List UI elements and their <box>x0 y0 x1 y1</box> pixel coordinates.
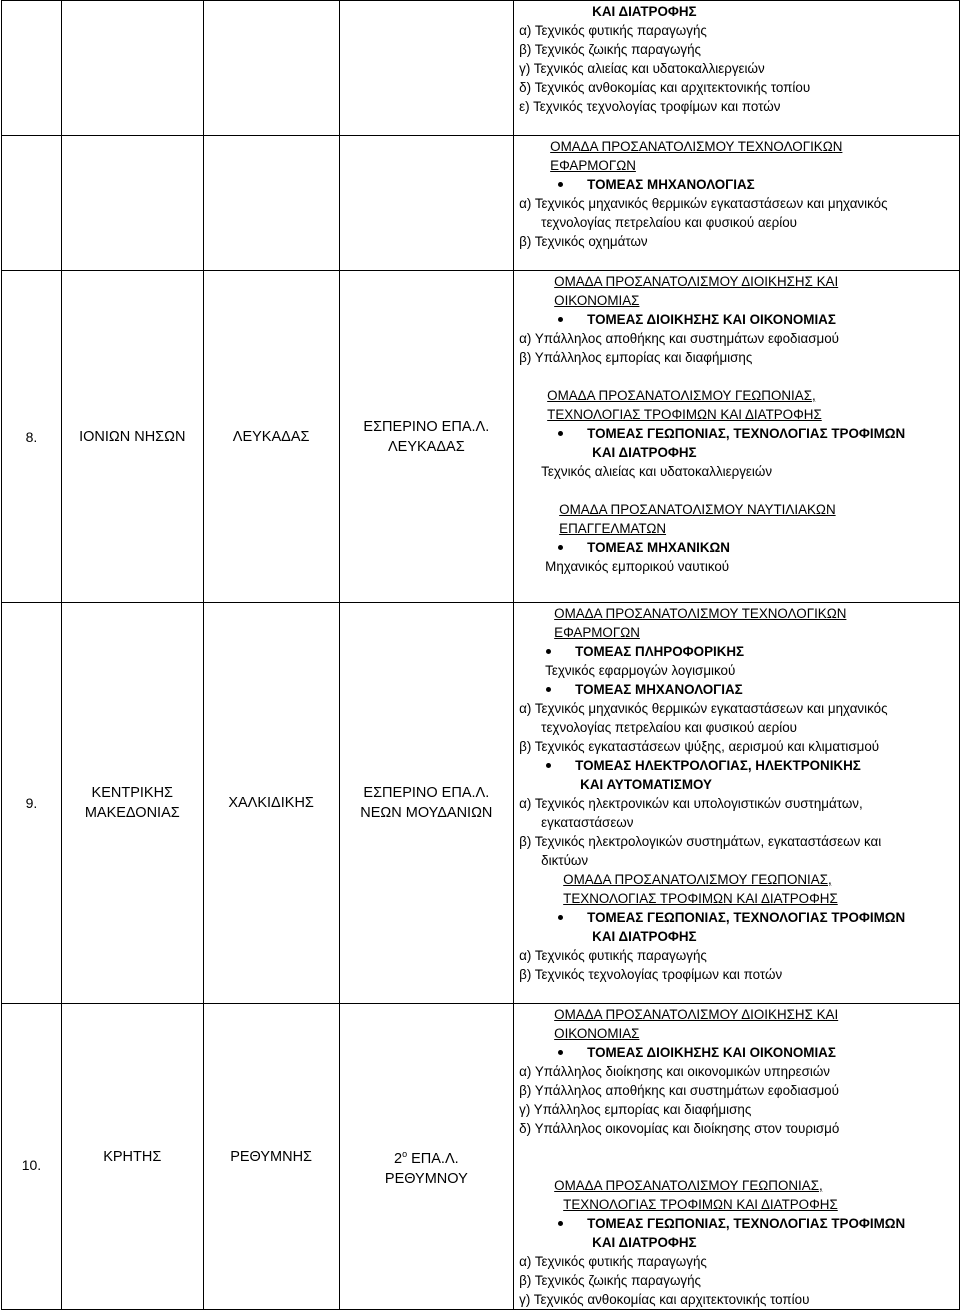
school-town: ΝΕΩΝ ΜΟΥΔΑΝΙΩΝ <box>360 805 493 821</box>
region-cell: ΚΡΗΤΗΣ <box>61 1004 203 1310</box>
line-text: β) Υπάλληλος αποθήκης και συστημάτων εφοδιασμού <box>519 1083 839 1098</box>
specialty-line <box>514 946 959 965</box>
school-name: ΕΣΠΕΡΙΝΟ ΕΠΑ.Λ. <box>363 785 490 801</box>
line-text: ΤΕΧΝΟΛΟΓΙΑΣ ΤΡΟΦΙΜΩΝ ΚΑΙ ΔΙΑΤΡΟΦΗΣ <box>563 891 838 906</box>
line-text: τεχνολογίας πετρελαίου και φυσικού αερίου <box>541 720 797 735</box>
line-text: γ) Υπάλληλος εμπορίας και διαφήμισης <box>519 1102 752 1117</box>
line-text: β) Τεχνικός οχημάτων <box>519 234 648 249</box>
group-heading <box>514 604 959 623</box>
group-heading <box>514 519 959 538</box>
line-text: ΤΕΧΝΟΛΟΓΙΑΣ ΤΡΟΦΙΜΩΝ ΚΑΙ ΔΙΑΤΡΟΦΗΣ <box>547 407 822 422</box>
group-heading <box>514 889 959 908</box>
line-text: ΤΟΜΕΑΣ ΓΕΩΠΟΝΙΑΣ, ΤΕΧΝΟΛΟΓΙΑΣ ΤΡΟΦΙΜΩΝ <box>587 1216 906 1231</box>
line-text: β) Υπάλληλος εμπορίας και διαφήμισης <box>519 350 753 365</box>
specialty-line <box>514 21 959 40</box>
bullet-icon <box>546 763 551 768</box>
specialty-line <box>514 251 959 270</box>
line-text: ΟΜΑΔΑ ΠΡΟΣΑΝΑΤΟΛΙΣΜΟΥ ΓΕΩΠΟΝΙΑΣ, <box>554 1178 823 1193</box>
line-text: ΟΙΚΟΝΟΜΙΑΣ <box>554 1026 640 1041</box>
line-text: δ) Τεχνικός ανθοκομίας και αρχιτεκτονικής τοπίου <box>519 80 811 95</box>
line-text: γ) Τεχνικός αλιείας και υδατοκαλλιεργειών <box>519 61 765 76</box>
school-town: ΡΕΘΥΜΝΟΥ <box>384 1170 468 1187</box>
region-name: ΚΕΝΤΡΙΚΗΣ ΜΑΚΕΔΟΝΙΑΣ <box>84 785 180 821</box>
table-row <box>2 1 960 136</box>
sector-heading <box>514 175 959 194</box>
bullet-icon <box>546 649 551 654</box>
line-text: ΚΑΙ ΔΙΑΤΡΟΦΗΣ <box>592 1235 697 1250</box>
group-heading <box>514 1195 959 1214</box>
line-text: Τεχνικός αλιείας και υδατοκαλλιεργειών <box>541 464 773 479</box>
line-text: β) Τεχνικός τεχνολογίας τροφίμων και ποτών <box>519 967 783 982</box>
specialty-line <box>514 59 959 78</box>
row-number: 9. <box>2 603 62 1004</box>
specialty-line <box>514 481 959 500</box>
bullet-icon <box>558 1050 563 1055</box>
specialty-line <box>514 1100 959 1119</box>
bullet-icon <box>558 317 563 322</box>
line-text: ΕΦΑΡΜΟΓΩΝ <box>554 625 640 640</box>
specialty-line <box>514 116 959 135</box>
specialty-line <box>514 965 959 984</box>
line-text: ΚΑΙ ΔΙΑΤΡΟΦΗΣ <box>592 929 697 944</box>
bullet-icon <box>546 687 551 692</box>
specialty-line <box>514 232 959 251</box>
line-text: Τεχνικός εφαρμογών λογισμικού <box>545 663 736 678</box>
line-text: ΤΟΜΕΑΣ ΓΕΩΠΟΝΙΑΣ, ΤΕΧΝΟΛΟΓΙΑΣ ΤΡΟΦΙΜΩΝ <box>587 910 906 925</box>
group-heading <box>514 405 959 424</box>
line-text: α) Τεχνικός φυτικής παραγωγής <box>519 948 707 963</box>
line-text: α) Τεχνικός φυτικής παραγωγής <box>519 23 707 38</box>
line-text: ΤΟΜΕΑΣ ΔΙΟΙΚΗΣΗΣ ΚΑΙ ΟΙΚΟΝΟΜΙΑΣ <box>587 312 836 327</box>
table-row <box>2 1004 960 1310</box>
table-row <box>2 603 960 1004</box>
group-heading <box>514 870 959 889</box>
sector-heading <box>514 756 959 775</box>
group-heading <box>514 386 959 405</box>
specialty-line <box>514 329 959 348</box>
specialty-line <box>514 576 959 595</box>
line-text: εγκαταστάσεων <box>541 815 634 830</box>
group-heading <box>514 156 959 175</box>
line-text: α) Τεχνικός μηχανικός θερμικών εγκαταστάσεων και μηχανικός <box>519 196 888 211</box>
bullet-icon <box>558 915 563 920</box>
specialty-line <box>514 97 959 116</box>
specialty-line <box>514 1062 959 1081</box>
line-text: ΤΟΜΕΑΣ ΔΙΟΙΚΗΣΗΣ ΚΑΙ ΟΙΚΟΝΟΜΙΑΣ <box>587 1045 836 1060</box>
line-text: ΕΠΑΓΓΕΛΜΑΤΩΝ <box>559 521 667 536</box>
line-text: α) Τεχνικός φυτικής παραγωγής <box>519 1254 707 1269</box>
line-text: ε) Τεχνικός τεχνολογίας τροφίμων και ποτών <box>519 99 781 114</box>
specialties-cell <box>514 1 960 136</box>
specialty-line <box>514 775 959 794</box>
group-heading <box>514 1176 959 1195</box>
line-text: ΤΟΜΕΑΣ ΓΕΩΠΟΝΙΑΣ, ΤΕΧΝΟΛΟΓΙΑΣ ΤΡΟΦΙΜΩΝ <box>587 426 906 441</box>
sector-heading <box>514 1214 959 1233</box>
line-text: α) Τεχνικός μηχανικός θερμικών εγκαταστάσεων και μηχανικός <box>519 701 888 716</box>
school-name: ΕΠΑ.Λ. <box>407 1150 459 1167</box>
line-text: δ) Υπάλληλος οικονομίας και διοίκησης στον τουρισμό <box>519 1121 840 1136</box>
bullet-icon <box>558 545 563 550</box>
specialty-line <box>514 1138 959 1157</box>
specialty-line <box>514 718 959 737</box>
sector-heading <box>514 642 959 661</box>
specialty-line <box>514 737 959 756</box>
prefecture-cell: ΧΑΛΚΙΔΙΚΗΣ <box>203 603 339 1004</box>
specialty-line <box>514 794 959 813</box>
group-heading <box>514 623 959 642</box>
group-heading <box>514 137 959 156</box>
group-heading <box>514 500 959 519</box>
table-row <box>2 271 960 603</box>
line-text: α) Υπάλληλος αποθήκης και συστημάτων εφοδιασμού <box>519 331 839 346</box>
specialties-cell <box>514 271 960 603</box>
specialty-line <box>514 1252 959 1271</box>
line-text: ΚΑΙ ΔΙΑΤΡΟΦΗΣ <box>592 445 697 460</box>
line-text: δικτύων <box>541 853 589 868</box>
sector-heading <box>514 1043 959 1062</box>
line-text: ΤΕΧΝΟΛΟΓΙΑΣ ΤΡΟΦΙΜΩΝ ΚΑΙ ΔΙΑΤΡΟΦΗΣ <box>563 1197 838 1212</box>
group-heading <box>514 1005 959 1024</box>
line-text: ΟΜΑΔΑ ΠΡΟΣΑΝΑΤΟΛΙΣΜΟΥ ΓΕΩΠΟΝΙΑΣ, <box>547 388 816 403</box>
school-cell <box>339 271 514 603</box>
line-text: ΟΜΑΔΑ ΠΡΟΣΑΝΑΤΟΛΙΣΜΟΥ ΤΕΧΝΟΛΟΓΙΚΩΝ <box>554 606 847 621</box>
line-text: ΚΑΙ ΔΙΑΤΡΟΦΗΣ <box>592 4 697 19</box>
row-number: 10. <box>2 1004 62 1310</box>
line-text: β) Τεχνικός ζωικής παραγωγής <box>519 1273 701 1288</box>
line-text: ΟΜΑΔΑ ΠΡΟΣΑΝΑΤΟΛΙΣΜΟΥ ΔΙΟΙΚΗΣΗΣ ΚΑΙ <box>554 274 839 289</box>
line-text: ΤΟΜΕΑΣ ΜΗΧΑΝΟΛΟΓΙΑΣ <box>587 177 755 192</box>
specialties-cell <box>514 603 960 1004</box>
line-text: Μηχανικός εμπορικού ναυτικού <box>545 559 730 574</box>
schools-table <box>1 0 960 1310</box>
sector-heading <box>514 908 959 927</box>
line-text: ΟΜΑΔΑ ΠΡΟΣΑΝΑΤΟΛΙΣΜΟΥ ΝΑΥΤΙΛΙΑΚΩΝ <box>559 502 836 517</box>
specialty-line <box>514 40 959 59</box>
bullet-icon <box>558 1221 563 1226</box>
specialty-line <box>514 2 959 21</box>
group-heading <box>514 291 959 310</box>
prefecture-cell: ΡΕΘΥΜΝΗΣ <box>203 1004 339 1310</box>
group-heading <box>514 1024 959 1043</box>
specialty-line <box>514 213 959 232</box>
prefecture-cell: ΛΕΥΚΑΔΑΣ <box>203 271 339 603</box>
specialty-line <box>514 1081 959 1100</box>
specialty-line <box>514 1271 959 1290</box>
line-text: ΟΜΑΔΑ ΠΡΟΣΑΝΑΤΟΛΙΣΜΟΥ ΔΙΟΙΚΗΣΗΣ ΚΑΙ <box>554 1007 839 1022</box>
line-text: ΟΙΚΟΝΟΜΙΑΣ <box>554 293 640 308</box>
specialty-line <box>514 1233 959 1252</box>
specialty-line <box>514 832 959 851</box>
bullet-icon <box>558 431 563 436</box>
specialties-cell <box>514 1004 960 1310</box>
line-text: α) Υπάλληλος διοίκησης και οικονομικών υπηρεσιών <box>519 1064 830 1079</box>
line-text: β) Τεχνικός ζωικής παραγωγής <box>519 42 701 57</box>
specialty-line <box>514 557 959 576</box>
specialty-line <box>514 443 959 462</box>
line-text: γ) Τεχνικός ανθοκομίας και αρχιτεκτονικής τοπίου <box>519 1292 810 1307</box>
line-text: ΚΑΙ ΑΥΤΟΜΑΤΙΣΜΟΥ <box>580 777 712 792</box>
specialty-line <box>514 1119 959 1138</box>
line-text: ΕΦΑΡΜΟΓΩΝ <box>550 158 636 173</box>
line-text: ΤΟΜΕΑΣ ΜΗΧΑΝΙΚΩΝ <box>587 540 730 555</box>
sector-heading <box>514 680 959 699</box>
specialties-cell <box>514 136 960 271</box>
region-cell <box>61 603 203 1004</box>
row-number: 8. <box>2 271 62 603</box>
line-text: ΤΟΜΕΑΣ ΜΗΧΑΝΟΛΟΓΙΑΣ <box>575 682 743 697</box>
specialty-line <box>514 851 959 870</box>
line-text: τεχνολογίας πετρελαίου και φυσικού αερίου <box>541 215 797 230</box>
line-text: α) Τεχνικός ηλεκτρονικών και υπολογιστικών συστημάτων, <box>519 796 863 811</box>
school-name: ΕΣΠΕΡΙΝΟ ΕΠΑ.Λ. <box>363 418 490 435</box>
line-text: ΤΟΜΕΑΣ ΠΛΗΡΟΦΟΡΙΚΗΣ <box>575 644 745 659</box>
school-cell <box>339 603 514 1004</box>
school-number: 2 <box>394 1150 403 1167</box>
line-text: ΤΟΜΕΑΣ ΗΛΕΚΤΡΟΛΟΓΙΑΣ, ΗΛΕΚΤΡΟΝΙΚΗΣ <box>575 758 861 773</box>
specialty-line <box>514 462 959 481</box>
specialty-line <box>514 813 959 832</box>
region-cell: ΙΟΝΙΩΝ ΝΗΣΩΝ <box>61 271 203 603</box>
line-text: ΟΜΑΔΑ ΠΡΟΣΑΝΑΤΟΛΙΣΜΟΥ ΤΕΧΝΟΛΟΓΙΚΩΝ <box>550 139 843 154</box>
specialty-line <box>514 194 959 213</box>
specialty-line <box>514 78 959 97</box>
specialty-line <box>514 927 959 946</box>
sector-heading <box>514 310 959 329</box>
specialty-line <box>514 699 959 718</box>
specialty-line <box>514 984 959 1003</box>
line-text: β) Τεχνικός εγκαταστάσεων ψύξης, αερισμού και κλιματισμού <box>519 739 880 754</box>
sector-heading <box>514 538 959 557</box>
school-cell <box>339 1004 514 1310</box>
group-heading <box>514 272 959 291</box>
specialty-line <box>514 1157 959 1176</box>
ordinal-suffix: ο <box>402 1149 408 1160</box>
specialty-line <box>514 367 959 386</box>
line-text: β) Τεχνικός ηλεκτρολογικών συστημάτων, εγκαταστάσεων και <box>519 834 882 849</box>
school-town: ΛΕΥΚΑΔΑΣ <box>387 438 465 455</box>
specialty-line <box>514 661 959 680</box>
line-text: ΟΜΑΔΑ ΠΡΟΣΑΝΑΤΟΛΙΣΜΟΥ ΓΕΩΠΟΝΙΑΣ, <box>563 872 832 887</box>
bullet-icon <box>558 182 563 187</box>
specialty-line <box>514 348 959 367</box>
sector-heading <box>514 424 959 443</box>
table-row <box>2 136 960 271</box>
